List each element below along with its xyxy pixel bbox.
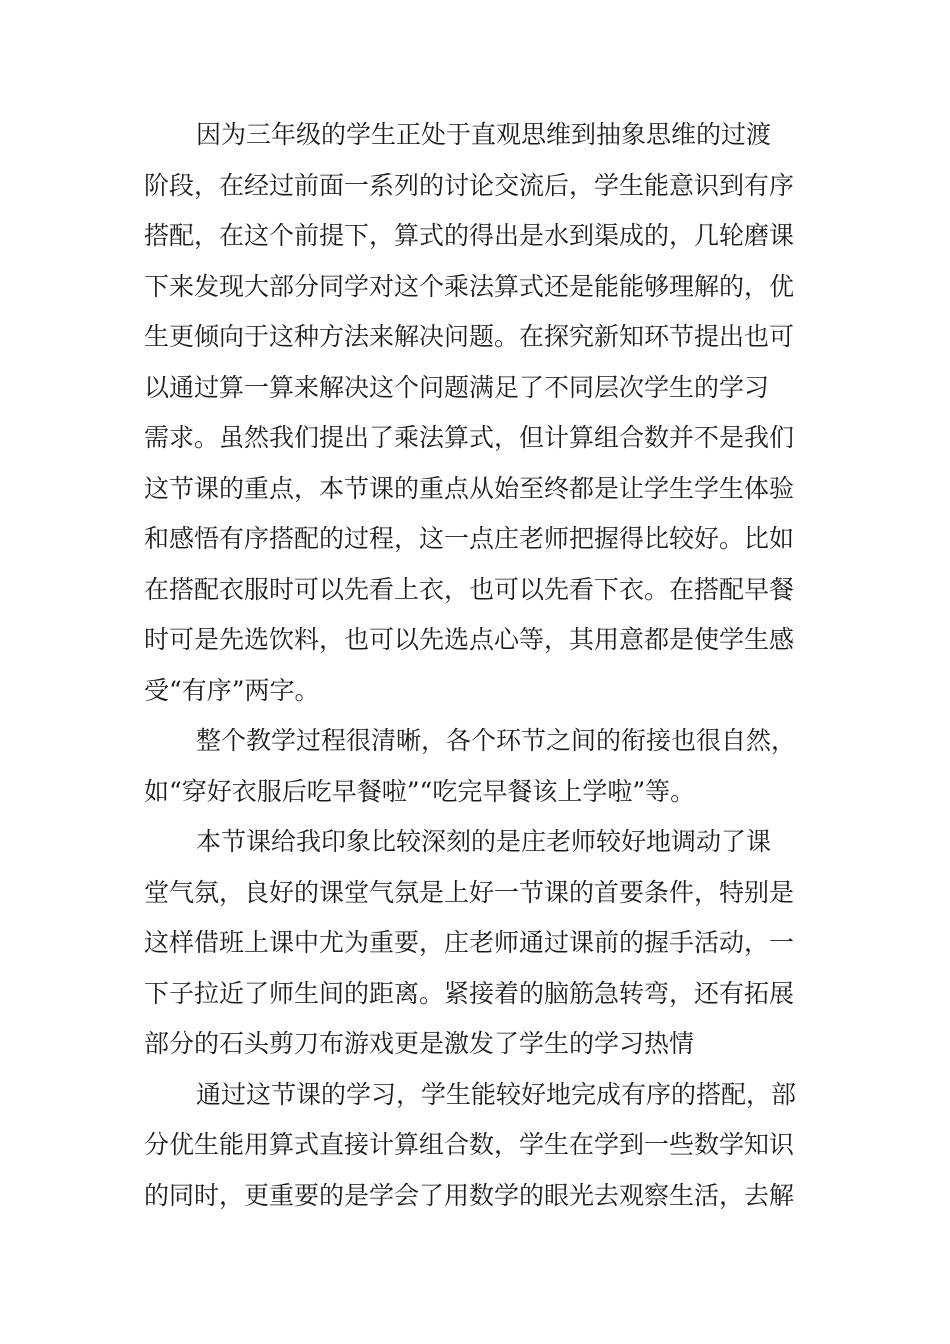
text-line: 整个教学过程很清晰，各个环节之间的衔接也很自然， [196,726,797,755]
text-line: 生更倾向于这种方法来解决问题。在探究新知环节提出也可 [144,322,795,351]
text-line: 时可是先选饮料，也可以先选点心等，其用意都是使学生感 [144,625,795,654]
text-line: 这样借班上课中尤为重要，庄老师通过课前的握手活动，一 [144,928,795,957]
paragraph-3 [144,817,839,1070]
text-line: 分优生能用算式直接计算组合数，学生在学到一些数学知识 [144,1130,795,1159]
paragraph-4 [144,1070,839,1222]
text-line: 搭配，在这个前提下，算式的得出是水到渠成的，几轮磨课 [144,221,795,250]
text-line: 堂气氛，良好的课堂气氛是上好一节课的首要条件，特别是 [144,877,795,907]
text-line: 下来发现大部分同学对这个乘法算式还是能能够理解的，优 [144,271,795,301]
text-line: 的同时，更重要的是学会了用数学的眼光去观察生活，去解 [144,1180,795,1210]
text-line: 因为三年级的学生正处于直观思维到抽象思维的过渡 [196,120,772,149]
text-line: 以通过算一算来解决这个问题满足了不同层次学生的学习 [144,372,770,402]
text-line: 和感悟有序搭配的过程，这一点庄老师把握得比较好。比如 [144,524,795,553]
text-line: 需求。虽然我们提出了乘法算式，但计算组合数并不是我们 [144,423,795,452]
paragraph-2 [144,716,839,817]
body-text [144,110,839,1221]
text-line: 本节课给我印象比较深刻的是庄老师较好地调动了课 [196,827,772,856]
text-line: 阶段，在经过前面一系列的讨论交流后，学生能意识到有序 [144,170,795,200]
paragraph-1 [144,110,839,716]
text-line: 下子拉近了师生间的距离。紧接着的脑筋急转弯，还有拓展 [144,978,795,1008]
text-line: 这节课的重点，本节课的重点从始至终都是让学生学生体验 [144,473,795,503]
text-line: 在搭配衣服时可以先看上衣，也可以先看下衣。在搭配早餐 [144,574,795,604]
text-line: 通过这节课的学习，学生能较好地完成有序的搭配，部 [196,1079,797,1109]
text-line: 部分的石头剪刀布游戏更是激发了学生的学习热情 [144,1029,695,1058]
text-line: 受“有序”两字。 [144,675,320,705]
text-line: 如“穿好衣服后吃早餐啦”“吃完早餐该上学啦”等。 [144,776,696,806]
